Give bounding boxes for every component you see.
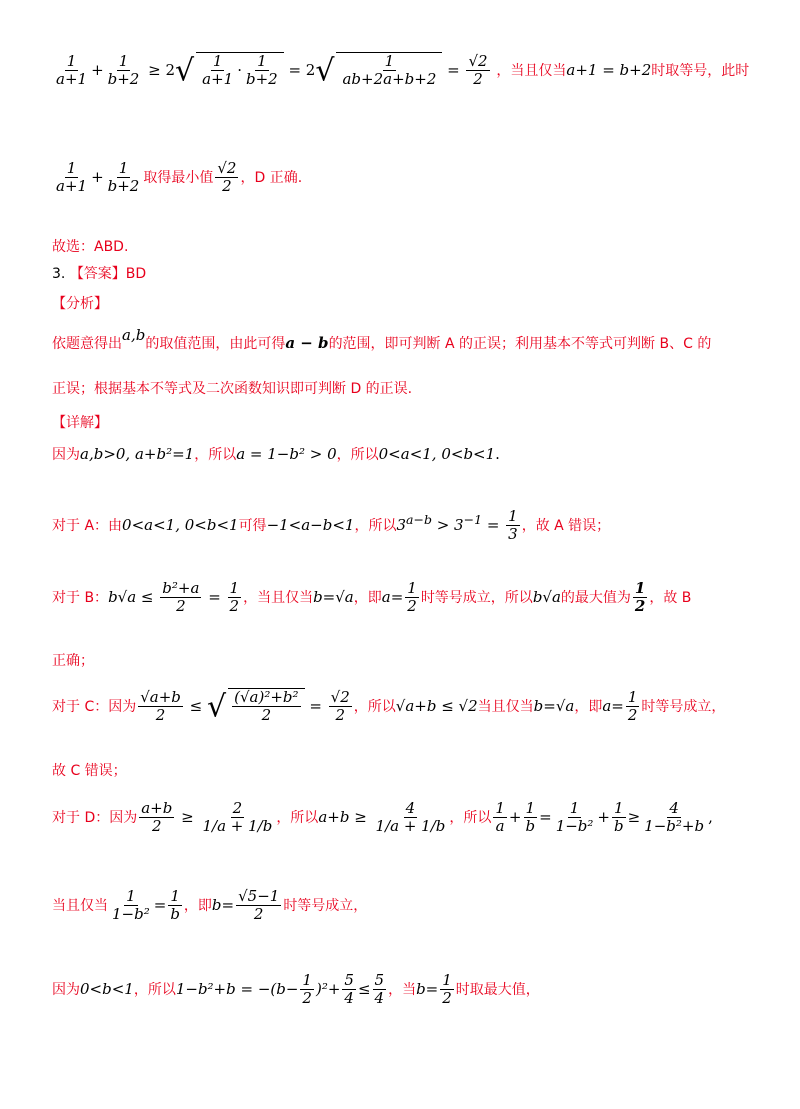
option-c-wrong: 故 C 错误；	[52, 763, 127, 779]
option-d-line: 对于 D：因为 $\frac{a+b}{2}$ ≥ $\frac{2}{1/a + 1/b}$ ，所以a+b ≥ $\frac{4}{1/a + 1/b}$ ，所以 $\frac{1}{a}$ + $\frac{1}{b}$ = $\frac{1}{\text{1−b²}}$ + $\frac{1}{b}$ ≥ $\frac{4}{\text{1−b²+b}}$ ,	[52, 799, 713, 836]
final-line: 因为0<b<1，所以1−b²+b = −(b− $\frac{1}{2}$ )²+ $\frac{5}{4}$ ≤ $\frac{5}{4}$ ，当b= $\frac{1}{2}$ 时取最大值，	[52, 971, 540, 1008]
analysis-line-2: 正误；根据基本不等式及二次函数知识即可判断 D 的正误.	[52, 381, 413, 397]
text: ，当且仅当	[496, 62, 567, 79]
answer-choice: 故选：ABD.	[52, 239, 129, 255]
equality-condition-line: 当且仅当 $\frac{1}{\text{1−b²}}$ = $\frac{1}{b}$ ，即b= $\frac{√5-1}{2}$ 时等号成立，	[52, 887, 368, 924]
given-line: 因为a,b>0, a+b²=1，所以a = 1−b² > 0，所以0<a<1, 0<b<1.	[52, 445, 500, 463]
text: 取得最小值	[143, 169, 214, 186]
option-a-line: 对于 A：由0<a<1, 0<b<1可得−1<a−b<1，所以$3^{a-b} > 3^{-1}$ = $\frac{1}{3}$ ，故 A 错误；	[52, 507, 611, 544]
text: ，D 正确.	[240, 169, 303, 186]
correct-text: 正确；	[52, 653, 94, 669]
analysis-heading: 【分析】	[52, 296, 108, 312]
analysis-line-1: 依题意得出a,b的取值范围，由此可得a − b的范围，即可判断 A 的正误；利用基本不等式可判断 B、C 的	[52, 326, 712, 352]
option-c-line: 对于 C：因为 $\frac{√a+b}{2}$ ≤ √ $\frac{\text{(√a)²+b²}}{2}$ = $\frac{√2}{2}$ ，所以√a+b ≤ √2当且仅当b=√a，即a= $\frac{1}{2}$ 时等号成立，	[52, 688, 726, 725]
inequality-line-1: $\frac{1}{a+1}$ + $\frac{1}{b+2}$ ≥ 2√ $\frac{1}{a+1}$ · $\frac{1}{b+2}$ = 2√ $\frac{1}{ab+2a+b+2}$ = $\frac{√2}{2}$ ，当且仅当a+1 = b+2时取等号，此时	[56, 52, 750, 89]
text: 时取等号，此时	[651, 62, 750, 79]
question-3-answer: 3. 【答案】BD	[52, 266, 147, 282]
option-b-line: 对于 B：b√a ≤ $\frac{\text{b²+a}}{2}$ = $\frac{1}{2}$ ，当且仅当b=√a，即a= $\frac{1}{2}$ 时等号成立，所以b√a的最大值为 $\frac{1}{2}$ ，故 B	[52, 579, 692, 616]
math-expr: a+1 = b+2	[566, 60, 652, 79]
detail-heading: 【详解】	[52, 415, 108, 431]
inequality-line-2: $\frac{1}{a+1}$ + $\frac{1}{b+2}$ 取得最小值 $\frac{√2}{2}$ ，D 正确.	[56, 159, 303, 196]
